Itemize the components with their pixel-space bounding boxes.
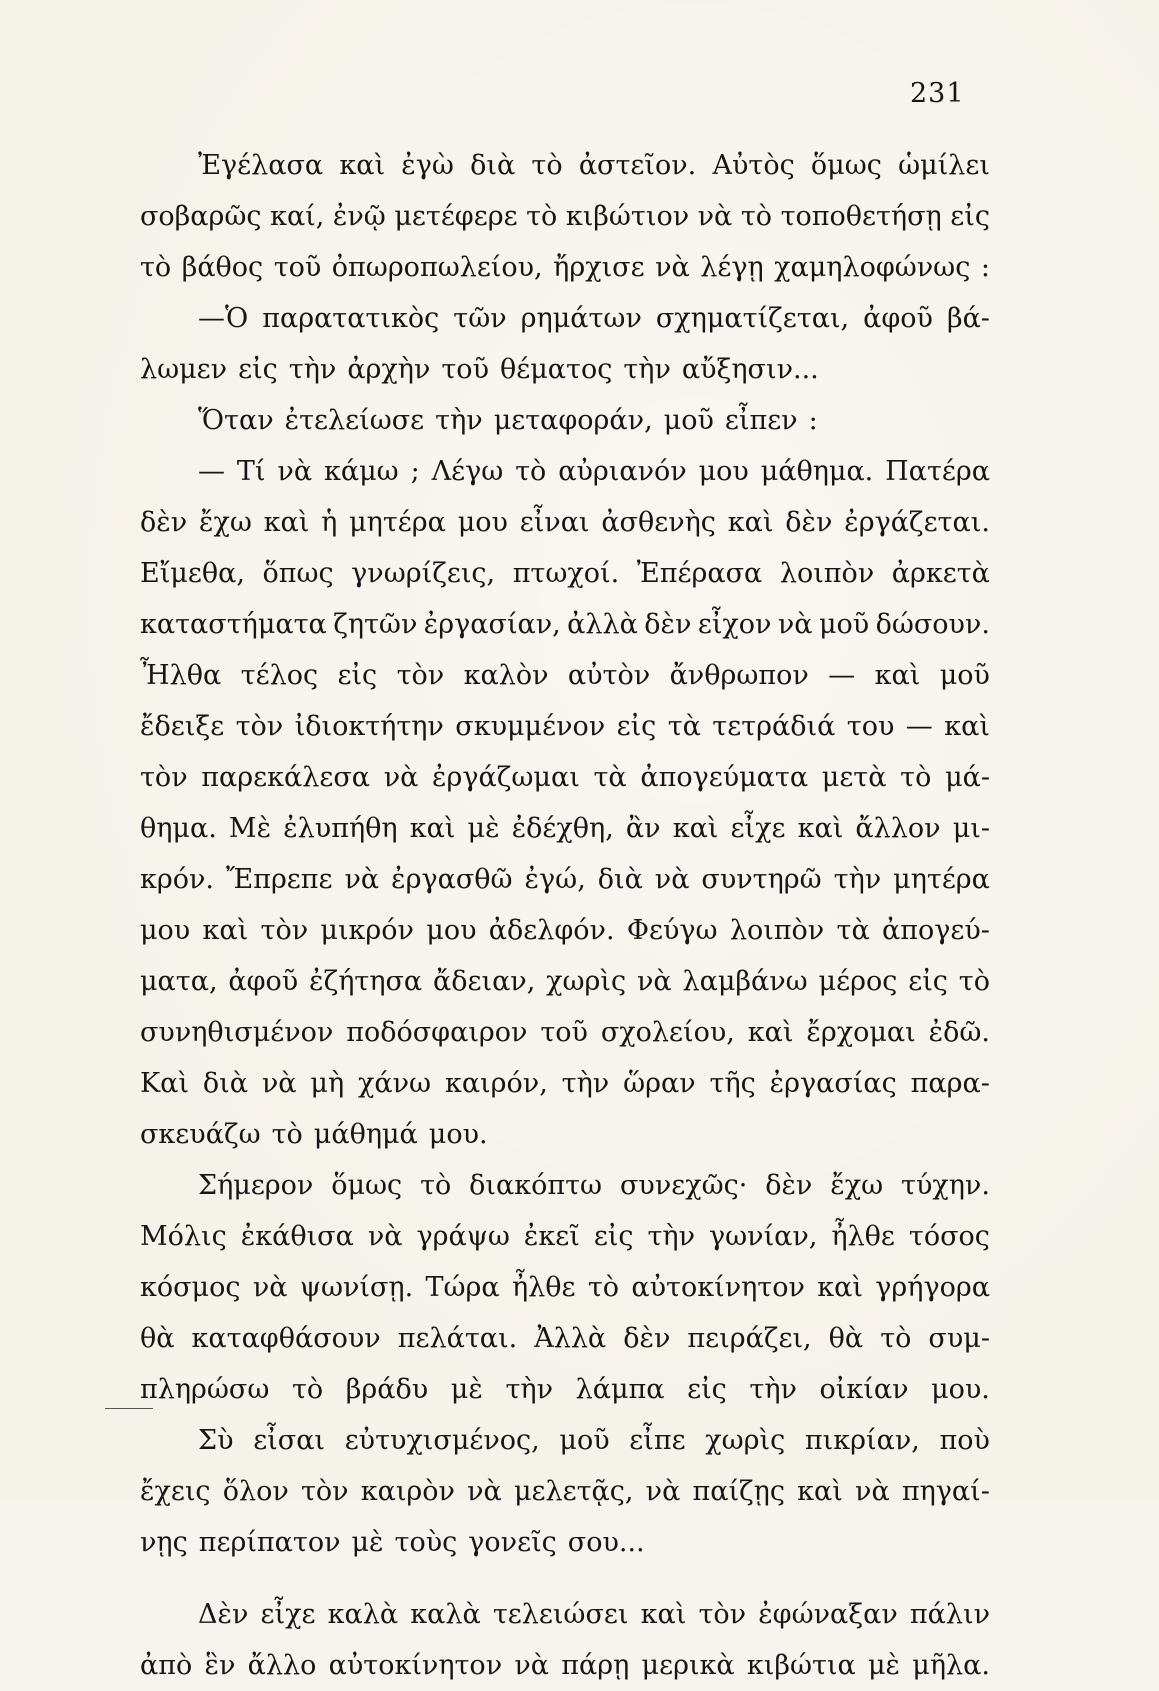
body-text	[140, 140, 990, 1691]
text-line: — Τί νὰ κάμω ; Λέγω τὸ αὐριανόν μου μάθημα. Πατέρα	[198, 456, 990, 487]
text-line: σοβαρῶς καί, ἐνῷ μετέφερε τὸ κιβώτιον νὰ τὸ τοποθετήσῃ εἰς	[140, 201, 990, 232]
text-line: τὸ βάθος τοῦ ὀπωροπωλείου, ἤρχισε νὰ λέγῃ χαμηλοφώνως :	[140, 252, 990, 283]
paragraph-gap	[140, 1568, 990, 1589]
text-line: Ἐγέλασα καὶ ἐγὼ διὰ τὸ ἀστεῖον. Αὐτὸς ὅμως ὡμίλει	[198, 150, 990, 181]
text-line: ἔχεις ὅλον τὸν καιρὸν νὰ μελετᾷς, νὰ παίζῃς καὶ νὰ πηγαί-	[140, 1476, 990, 1507]
text-line: ἀπὸ ἓν ἄλλο αὐτοκίνητον νὰ πάρῃ μερικὰ κιβώτια μὲ μῆλα.	[140, 1650, 990, 1681]
text-line: Σήμερον ὅμως τὸ διακόπτω συνεχῶς· δὲν ἔχω τύχην.	[198, 1170, 990, 1201]
text-line: λωμεν εἰς τὴν ἀρχὴν τοῦ θέματος τὴν αὔξησιν...	[140, 354, 819, 385]
text-line: Σὺ εἶσαι εὐτυχισμένος, μοῦ εἶπε χωρὶς πικρίαν, ποὺ	[198, 1425, 990, 1456]
text-line: σκευάζω τὸ μάθημά μου.	[140, 1119, 488, 1150]
text-line: ματα, ἀφοῦ ἐζήτησα ἄδειαν, χωρὶς νὰ λαμβάνω μέρος εἰς τὸ	[140, 966, 990, 997]
text-line: Ὅταν ἐτελείωσε τὴν μεταφοράν, μοῦ εἶπεν :	[198, 405, 818, 436]
text-line: Μόλις ἐκάθισα νὰ γράψω ἐκεῖ εἰς τὴν γωνίαν, ἦλθε τόσος	[140, 1221, 990, 1252]
page-number: 231	[910, 78, 965, 109]
text-line: θημα. Μὲ ἐλυπήθη καὶ μὲ ἐδέχθη, ἂν καὶ εἶχε καὶ ἄλλον μι-	[140, 813, 990, 844]
text-line: τὸν παρεκάλεσα νὰ ἐργάζωμαι τὰ ἀπογεύματα μετὰ τὸ μά-	[140, 762, 990, 793]
text-line: Εἴμεθα, ὅπως γνωρίζεις, πτωχοί. Ἐπέρασα λοιπὸν ἀρκετὰ	[140, 558, 990, 589]
text-line: ἔδειξε τὸν ἰδιοκτήτην σκυμμένον εἰς τὰ τετράδιά του — καὶ	[140, 711, 990, 742]
text-line: κόσμος νὰ ψωνίσῃ. Τώρα ἦλθε τὸ αὐτοκίνητον καὶ γρήγορα	[140, 1272, 990, 1303]
text-line: νῃς περίπατον μὲ τοὺς γονεῖς σου...	[140, 1527, 645, 1558]
text-line: Δὲν εἶχε καλὰ καλὰ τελειώσει καὶ τὸν ἐφώναξαν πάλιν	[198, 1599, 990, 1630]
text-line: δὲν ἔχω καὶ ἡ μητέρα μου εἶναι ἀσθενὴς καὶ δὲν ἐργάζεται.	[140, 507, 990, 538]
text-line: Ἦλθα τέλος εἰς τὸν καλὸν αὐτὸν ἄνθρωπον — καὶ μοῦ	[140, 660, 990, 691]
text-line: μου καὶ τὸν μικρόν μου ἀδελφόν. Φεύγω λοιπὸν τὰ ἀπογεύ-	[140, 915, 990, 946]
text-line: καταστήματα ζητῶν ἐργασίαν, ἀλλὰ δὲν εἶχον νὰ μοῦ δώσουν.	[140, 609, 990, 640]
text-line: Καὶ διὰ νὰ μὴ χάνω καιρόν, τὴν ὥραν τῆς ἐργασίας παρα-	[140, 1068, 990, 1099]
text-line: —Ὁ παρατατικὸς τῶν ρημάτων σχηματίζεται, ἀφοῦ βά-	[198, 303, 990, 334]
text-line: συνηθισμένον ποδόσφαιρον τοῦ σχολείου, καὶ ἔρχομαι ἐδῶ.	[140, 1017, 990, 1048]
text-line: πληρώσω τὸ βράδυ μὲ τὴν λάμπα εἰς τὴν οἰκίαν μου.	[140, 1374, 990, 1405]
margin-rule	[105, 1408, 153, 1409]
text-line: θὰ καταφθάσουν πελάται. Ἀλλὰ δὲν πειράζει, θὰ τὸ συμ-	[140, 1323, 990, 1354]
text-line: κρόν. Ἔπρεπε νὰ ἐργασθῶ ἐγώ, διὰ νὰ συντηρῶ τὴν μητέρα	[140, 864, 990, 895]
